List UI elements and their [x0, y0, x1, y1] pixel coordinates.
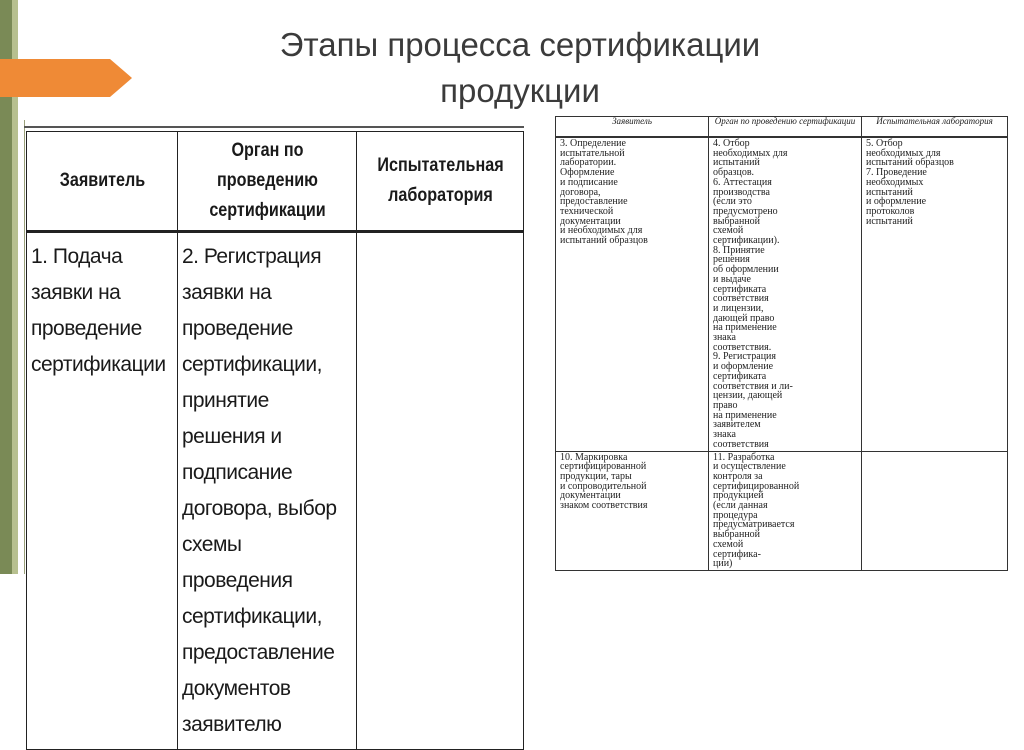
orange-arrow-icon: [110, 59, 132, 97]
slide-title-line2: продукции: [440, 72, 600, 109]
right-scanned-table: [555, 116, 1008, 571]
left-cell-step1: 1. Подача заявки на проведение сертификации: [27, 232, 178, 750]
right-table-header-row: [556, 117, 1008, 138]
right-header-applicant: Заявитель: [556, 117, 709, 138]
right-cell-lab-2: [862, 451, 1008, 570]
right-cell-applicant-1: 3. Определение испытательной лаборатории. Оформление и подписание договора, предоставление технической документации и необходимых для испытаний образцов: [556, 137, 709, 451]
right-cell-cert-body-2: 11. Разработка и осуществление контроля за сертифицированной продукцией (если данная процедура предусматривается выбранной схемой сертифика- ции): [709, 451, 862, 570]
left-scanned-table: [26, 131, 524, 750]
right-cell-cert-body-1: 4. Отбор необходимых для испытаний образцов. 6. Аттестация производства (если это предусмотрено выбранной схемой сертификации). 8. Принятие решения об оформлении и выдаче сертификата соответствия и лицензии, дающей право на применение знака соответствия. 9. Регистрация и оформление сертификата соответствия и ли- цензии, дающей право на применение заявителем знака соответствия: [709, 137, 862, 451]
left-cell-step2: 2. Регистрация заявки на проведение сертификации, принятие решения и подписание договора, выбор схемы проведения сертификации, предоставление документов заявителю: [178, 232, 357, 750]
right-header-cert-body: Орган по проведению сертификации: [709, 117, 862, 138]
right-cell-lab-1: 5. Отбор необходимых для испытаний образцов 7. Проведение необходимых испытаний и оформление протоколов испытаний: [862, 137, 1008, 451]
slide-title: [170, 22, 870, 114]
left-table-header-row: [27, 132, 524, 232]
right-header-lab: Испытательная лаборатория: [862, 117, 1008, 138]
left-header-cert-body: Орган по проведению сертификации: [191, 132, 343, 232]
right-table-row: [556, 451, 1008, 570]
left-cell-lab: [357, 232, 524, 750]
left-header-lab: Испытательная лаборатория: [369, 132, 511, 232]
right-table-row: [556, 137, 1008, 451]
right-cell-applicant-2: 10. Маркировка сертифицированной продукции, тары и сопроводительной документации знаком соответствия: [556, 451, 709, 570]
left-table-row: [27, 232, 524, 750]
decor-vertical-line: [24, 120, 25, 574]
slide-title-line1: Этапы процесса сертификации: [279, 26, 761, 63]
decor-horizontal-line: [24, 126, 524, 128]
left-header-applicant: Заявитель: [38, 132, 166, 232]
orange-arrow-bar: [0, 59, 110, 97]
